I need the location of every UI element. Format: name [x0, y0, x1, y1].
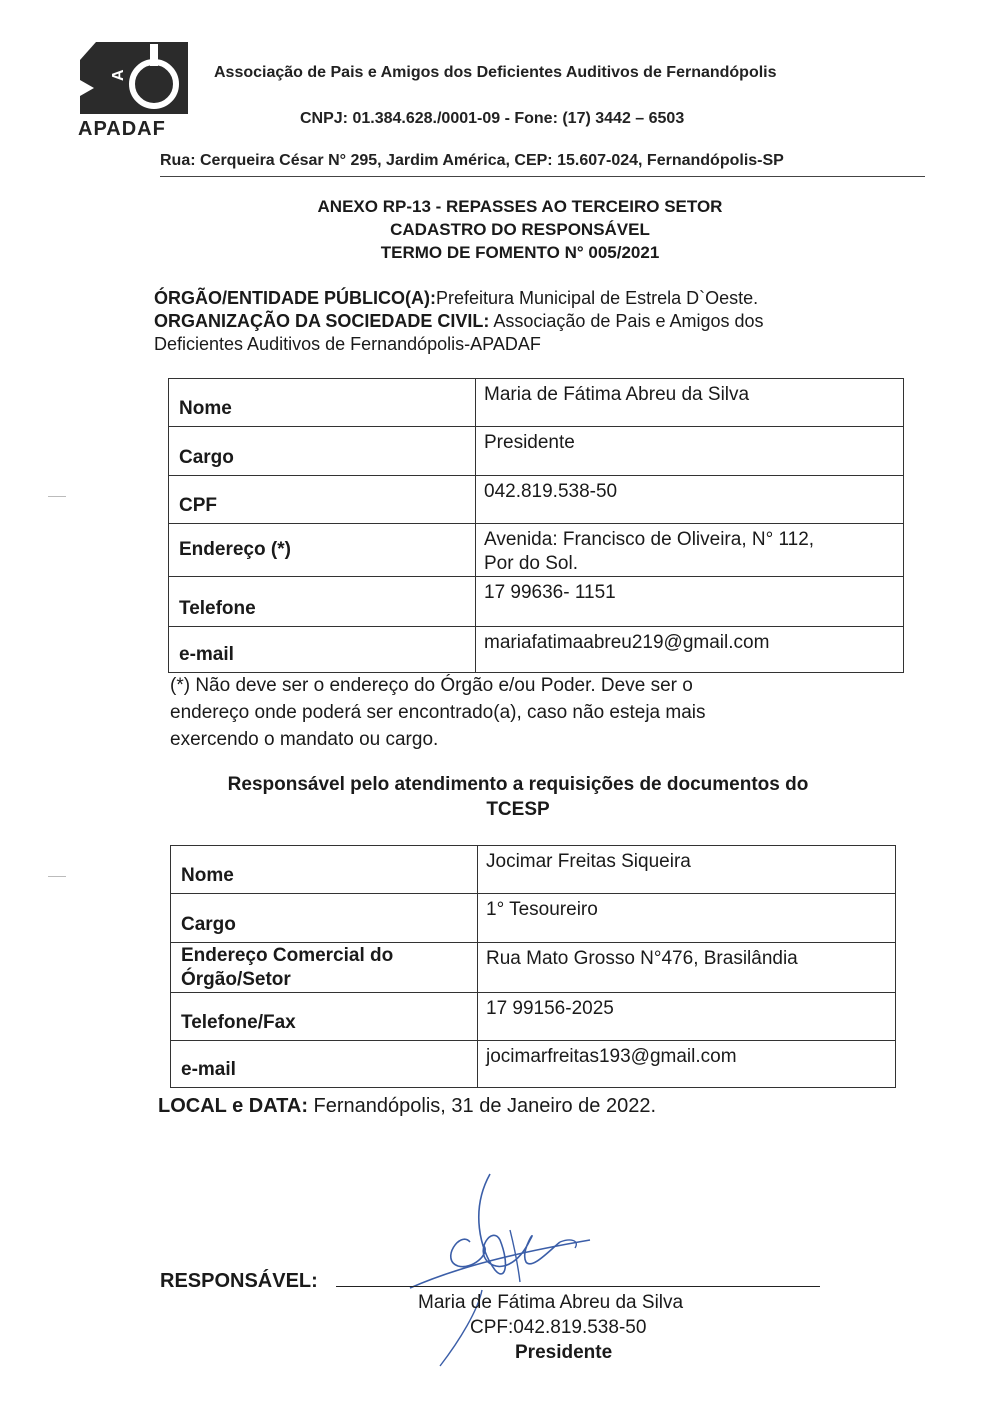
table-row: [169, 577, 904, 627]
responsavel-table: [168, 378, 904, 673]
orgao-value: Prefeitura Municipal de Estrela D`Oeste.: [436, 288, 759, 308]
osc-value: Associação de Pais e Amigos dos: [489, 311, 764, 331]
row-label: Cargo: [179, 447, 234, 468]
row-label-cell: [171, 943, 478, 993]
tcesp-section-title: [150, 772, 886, 822]
signer-cpf: CPF:042.819.538-50: [470, 1317, 647, 1338]
title-line-1: ANEXO RP-13 - REPASSES AO TERCEIRO SETOR: [317, 197, 723, 216]
row-value: 042.819.538-50: [476, 476, 904, 524]
row-value: 1° Tesoureiro: [478, 894, 896, 943]
row-label-cell: [169, 627, 476, 673]
row-label-cell: [171, 894, 478, 943]
document-title: [150, 195, 890, 264]
row-value: 17 99636- 1151: [476, 577, 904, 627]
address-line: Rua: Cerqueira César N° 295, Jardim América, CEP: 15.607-024, Fernandópolis-SP: [160, 152, 784, 169]
row-label: Telefone/Fax: [181, 1012, 296, 1033]
row-label: CPF: [179, 495, 217, 516]
row-value: Presidente: [476, 427, 904, 476]
address-line-1: Avenida: Francisco de Oliveira, N° 112,: [484, 529, 815, 550]
tcesp-table: [170, 845, 896, 1088]
cnpj-line: CNPJ: 01.384.628./0001-09 - Fone: (17) 3442 – 6503: [300, 110, 685, 127]
table-row: [171, 894, 896, 943]
handwritten-signature: [400, 1170, 620, 1370]
row-label-continued: Órgão/Setor: [181, 968, 291, 990]
row-label: Nome: [179, 398, 232, 419]
signer-role: Presidente: [515, 1342, 613, 1363]
row-label-cell: [169, 524, 476, 577]
row-label-cell: [171, 1041, 478, 1088]
signature-label: RESPONSÁVEL:: [160, 1270, 318, 1292]
note-line-1: (*) Não deve ser o endereço do Órgão e/ou Poder. Deve ser o: [170, 675, 693, 696]
note-line-3: exercendo o mandato ou cargo.: [170, 729, 439, 750]
row-label: Cargo: [181, 914, 236, 935]
table-row: [169, 427, 904, 476]
row-label: e-mail: [179, 644, 234, 665]
row-label-cell: [169, 427, 476, 476]
address-note: [170, 672, 890, 753]
note-line-2: endereço onde poderá ser encontrado(a), caso não esteja mais: [170, 702, 706, 723]
address-line-2: Por do Sol.: [484, 553, 578, 574]
table-row: [171, 846, 896, 894]
row-label: e-mail: [181, 1059, 236, 1080]
row-value: Maria de Fátima Abreu da Silva: [476, 379, 904, 427]
row-label-cell: [169, 476, 476, 524]
row-label-cell: [169, 379, 476, 427]
row-label: Endereço Comercial do: [181, 944, 394, 966]
row-label-cell: [171, 993, 478, 1041]
section-title-line-2: TCESP: [486, 799, 550, 820]
row-value: 17 99156-2025: [478, 993, 896, 1041]
table-row: [169, 627, 904, 673]
header-divider: [160, 176, 925, 177]
table-row: [171, 1041, 896, 1088]
table-row: [169, 476, 904, 524]
row-value: Jocimar Freitas Siqueira: [478, 846, 896, 894]
local-data-value: Fernandópolis, 31 de Janeiro de 2022.: [308, 1095, 657, 1117]
osc-value-continued: Deficientes Auditivos de Fernandópolis-APADAF: [154, 334, 541, 354]
row-label: Nome: [181, 865, 234, 886]
margin-mark: [48, 496, 66, 497]
row-value: mariafatimaabreu219@gmail.com: [476, 627, 904, 673]
section-title-line-1: Responsável pelo atendimento a requisições de documentos do: [227, 774, 809, 795]
row-label: Telefone: [179, 598, 256, 619]
row-label-cell: [171, 846, 478, 894]
osc-label: ORGANIZAÇÃO DA SOCIEDADE CIVIL:: [154, 311, 490, 331]
signature-line: [336, 1286, 820, 1287]
row-label-cell: [169, 577, 476, 627]
title-line-3: TERMO DE FOMENTO N° 005/2021: [380, 243, 660, 262]
margin-mark: [48, 876, 66, 877]
org-name: Associação de Pais e Amigos dos Deficientes Auditivos de Fernandópolis: [214, 64, 777, 81]
row-value-cell: [476, 524, 904, 577]
osc-line: [154, 310, 914, 333]
svg-text:A: A: [110, 69, 127, 81]
logo-text: APADAF: [78, 118, 166, 140]
row-value: jocimarfreitas193@gmail.com: [478, 1041, 896, 1088]
table-row: [169, 524, 904, 577]
table-row: [171, 993, 896, 1041]
table-row: [169, 379, 904, 427]
intro-block: [154, 287, 914, 356]
orgao-line: [154, 287, 914, 310]
apadaf-logo: [74, 40, 192, 140]
orgao-label: ÓRGÃO/ENTIDADE PÚBLICO(A):: [154, 288, 436, 308]
signer-name: Maria de Fátima Abreu da Silva: [418, 1292, 684, 1313]
row-value: Rua Mato Grosso N°476, Brasilândia: [478, 943, 896, 993]
local-data-line: [158, 1094, 656, 1118]
table-row: [171, 943, 896, 993]
title-line-2: CADASTRO DO RESPONSÁVEL: [390, 220, 650, 239]
row-label: Endereço (*): [179, 539, 291, 560]
local-data-label: LOCAL e DATA:: [158, 1095, 308, 1117]
